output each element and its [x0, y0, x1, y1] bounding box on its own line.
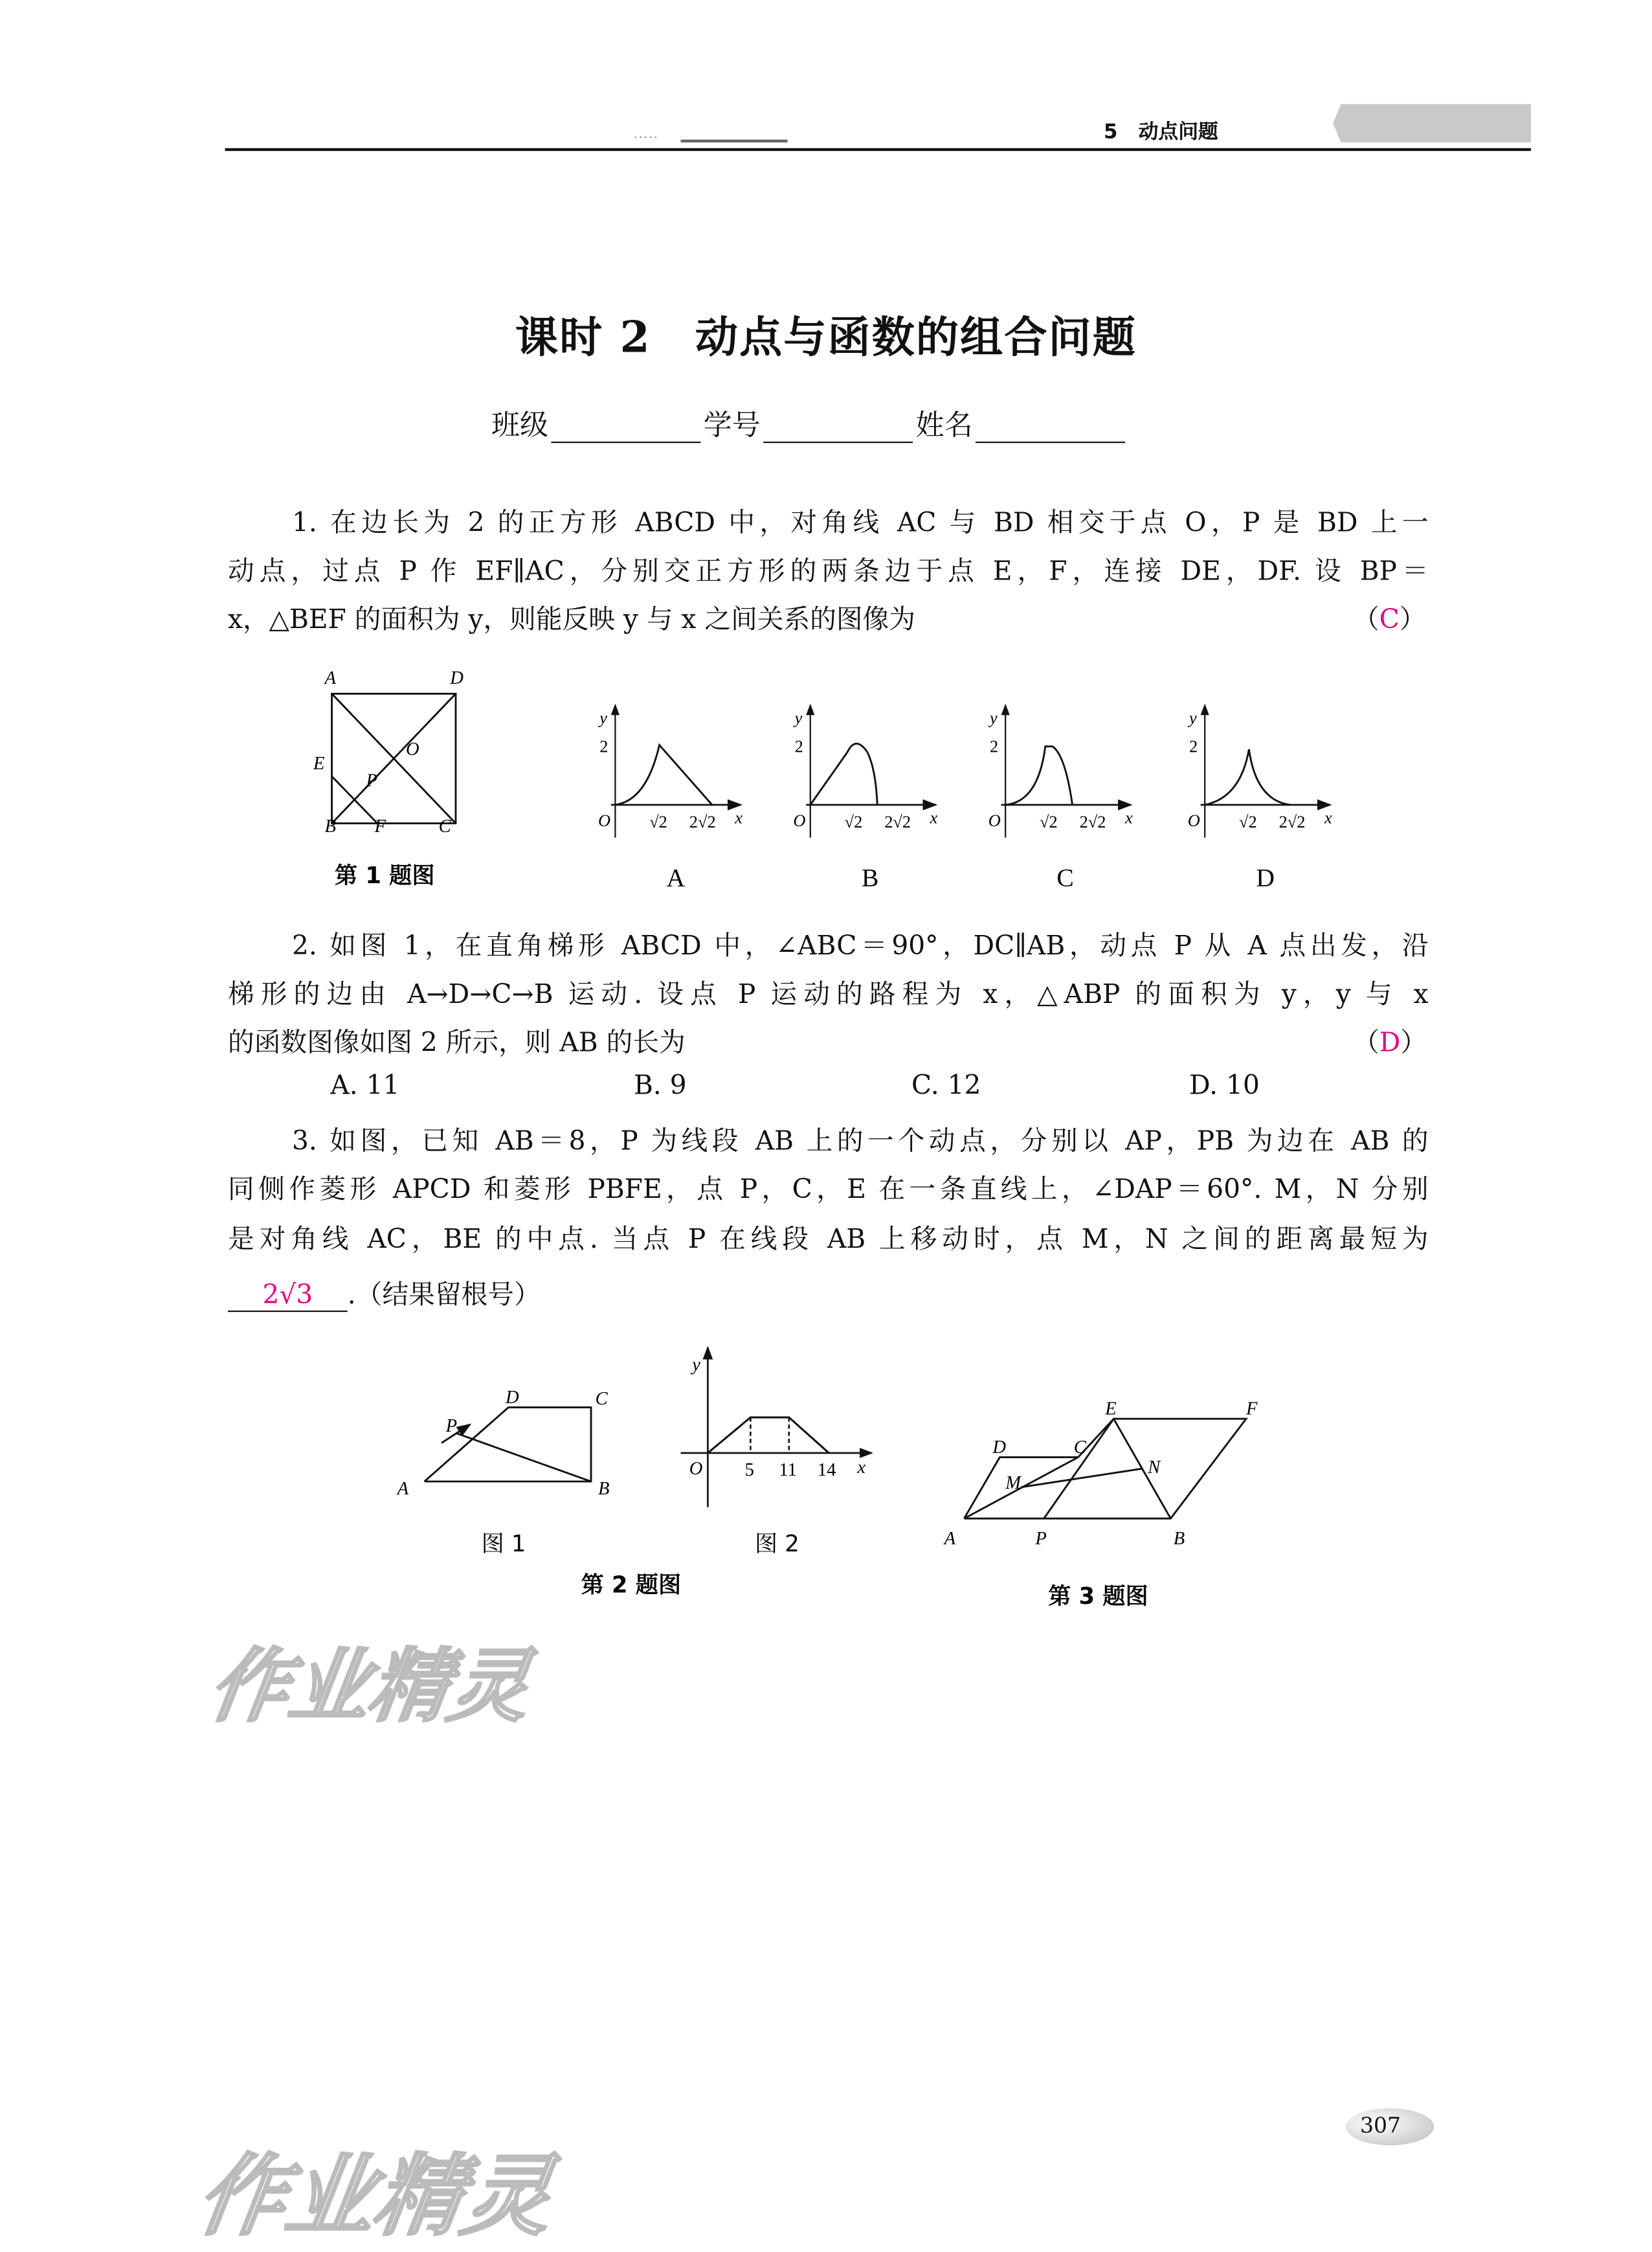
svg-text:P: P: [366, 771, 377, 791]
svg-text:B: B: [324, 816, 337, 837]
x-label: x: [930, 807, 938, 828]
q2-option-a: A. 11: [330, 1071, 400, 1101]
q2-line: 2. 如图 1，在直角梯形 ABCD 中，∠ABC＝90°，DC∥AB，动点 P 从 A 点出发，沿: [292, 931, 1429, 962]
svg-text:A: A: [324, 668, 337, 688]
tick-sqrt2: √2: [1040, 812, 1058, 832]
option-label: D: [1256, 863, 1275, 892]
svg-text:11: 11: [779, 1460, 797, 1481]
svg-text:P: P: [1035, 1528, 1047, 1549]
watermark-logo: 作业精灵: [203, 1641, 536, 1734]
q2-option-d: D. 10: [1189, 1071, 1260, 1101]
q1-square-figure: [332, 693, 456, 823]
tick-sqrt2: √2: [649, 812, 667, 832]
origin-label: O: [988, 811, 1001, 830]
q2-option-b: B. 9: [634, 1071, 687, 1101]
svg-text:F: F: [1245, 1399, 1258, 1419]
svg-text:D: D: [992, 1437, 1007, 1458]
svg-text:E: E: [313, 754, 325, 774]
tick-2: 2: [990, 736, 999, 756]
page-number: 307: [1360, 2112, 1401, 2139]
svg-text:14: 14: [817, 1460, 836, 1481]
page-title: 课时 2 动点与函数的组合问题: [515, 313, 1137, 363]
svg-text:5: 5: [744, 1460, 754, 1481]
q3-rhombus-figure: [964, 1419, 1246, 1518]
origin-label: O: [1187, 811, 1200, 830]
svg-text:D: D: [450, 668, 463, 688]
x-label: x: [1125, 807, 1133, 828]
q2-graph: [681, 1347, 872, 1507]
q2-figure-caption: 第 2 题图: [581, 1571, 682, 1599]
origin-label: O: [793, 811, 806, 830]
svg-text:P: P: [445, 1416, 458, 1436]
svg-text:y: y: [692, 1355, 700, 1375]
svg-text:E: E: [1105, 1399, 1117, 1419]
graph-curve: [1005, 747, 1072, 805]
q2-fig2-caption: 图 2: [755, 1530, 799, 1557]
option-label: C: [1056, 863, 1074, 892]
x-label: x: [1324, 807, 1332, 828]
x-label: x: [735, 807, 742, 828]
q2-answer: （D）: [1353, 1028, 1427, 1059]
tick-2sqrt2: 2√2: [1079, 812, 1106, 832]
graph-curve: [615, 745, 712, 805]
q2-line: 的函数图像如图 2 所示，则 AB 的长为: [228, 1028, 686, 1059]
svg-text:A: A: [944, 1528, 956, 1549]
tick-2sqrt2: 2√2: [1278, 812, 1306, 832]
q3-line: 3. 如图，已知 AB＝8，P 为线段 AB 上的一个动点，分别以 AP，PB 为边在 AB 的: [292, 1127, 1429, 1157]
svg-text:C: C: [595, 1389, 608, 1410]
q2-line: 梯形的边由 A→D→C→B 运动. 设点 P 运动的路程为 x，△ABP 的面积为 y，y 与 x: [228, 980, 1429, 1010]
svg-text:x: x: [857, 1457, 866, 1478]
origin-label: O: [598, 811, 611, 830]
tick-2: 2: [794, 736, 803, 756]
tick-2: 2: [1189, 736, 1198, 756]
q1-line: 1. 在边长为 2 的正方形 ABCD 中，对角线 AC 与 BD 相交于点 O，P 是 BD 上一: [292, 508, 1429, 539]
y-label: y: [990, 708, 998, 728]
q2-fig1-caption: 图 1: [481, 1530, 526, 1557]
y-label: y: [794, 708, 803, 728]
q1-figure-caption: 第 1 题图: [335, 862, 435, 889]
svg-text:F: F: [374, 816, 386, 837]
tick-2sqrt2: 2√2: [884, 812, 911, 832]
name-label: 姓名: [915, 407, 973, 442]
q1-line: 动点，过点 P 作 EF∥AC，分别交正方形的两条边于点 E，F，连接 DE，DF. 设 BP＝: [228, 557, 1429, 587]
q3-suffix: .（结果留根号）: [347, 1280, 541, 1311]
id-label: 学号: [703, 407, 761, 442]
tick-2: 2: [599, 736, 608, 756]
svg-text:A: A: [397, 1478, 409, 1499]
q1-line: x，△BEF 的面积为 y，则能反映 y 与 x 之间关系的图像为: [228, 605, 915, 636]
q3-line: 同侧作菱形 APCD 和菱形 PBFE，点 P，C，E 在一条直线上，∠DAP＝60°. M，N 分别: [228, 1175, 1429, 1206]
option-label: A: [666, 863, 686, 892]
svg-text:C: C: [1073, 1437, 1086, 1458]
q3-line: 是对角线 AC，BE 的中点. 当点 P 在线段 AB 上移动时，点 M，N 之间的距离最短为: [228, 1225, 1429, 1255]
svg-text:O: O: [689, 1458, 703, 1479]
header-chapter: 5 动点问题: [1104, 121, 1218, 144]
svg-text:O: O: [406, 739, 419, 760]
y-label: y: [599, 708, 607, 728]
option-label: B: [862, 863, 879, 892]
svg-text:M: M: [1005, 1472, 1021, 1493]
q3-answer: 2√3: [228, 1281, 348, 1312]
tick-sqrt2: √2: [1238, 812, 1257, 832]
q1-answer: （C）: [1353, 605, 1426, 636]
graph-curve: [810, 743, 877, 805]
y-label: y: [1189, 708, 1197, 728]
tick-sqrt2: √2: [844, 812, 863, 832]
svg-text:C: C: [438, 816, 451, 837]
tick-2sqrt2: 2√2: [689, 812, 716, 832]
q1-option-graphs: [597, 705, 1332, 892]
graph-curve: [1205, 749, 1290, 805]
svg-text:N: N: [1148, 1457, 1161, 1478]
watermark-logo: 作业精灵: [191, 2144, 559, 2248]
q2-option-c: C. 12: [911, 1071, 981, 1101]
svg-text:B: B: [1173, 1528, 1185, 1549]
svg-text:B: B: [598, 1478, 610, 1499]
q3-figure-caption: 第 3 题图: [1048, 1583, 1148, 1610]
class-label: 班级: [491, 407, 548, 442]
svg-text:D: D: [506, 1388, 519, 1408]
header-dots: ·····: [634, 131, 659, 144]
